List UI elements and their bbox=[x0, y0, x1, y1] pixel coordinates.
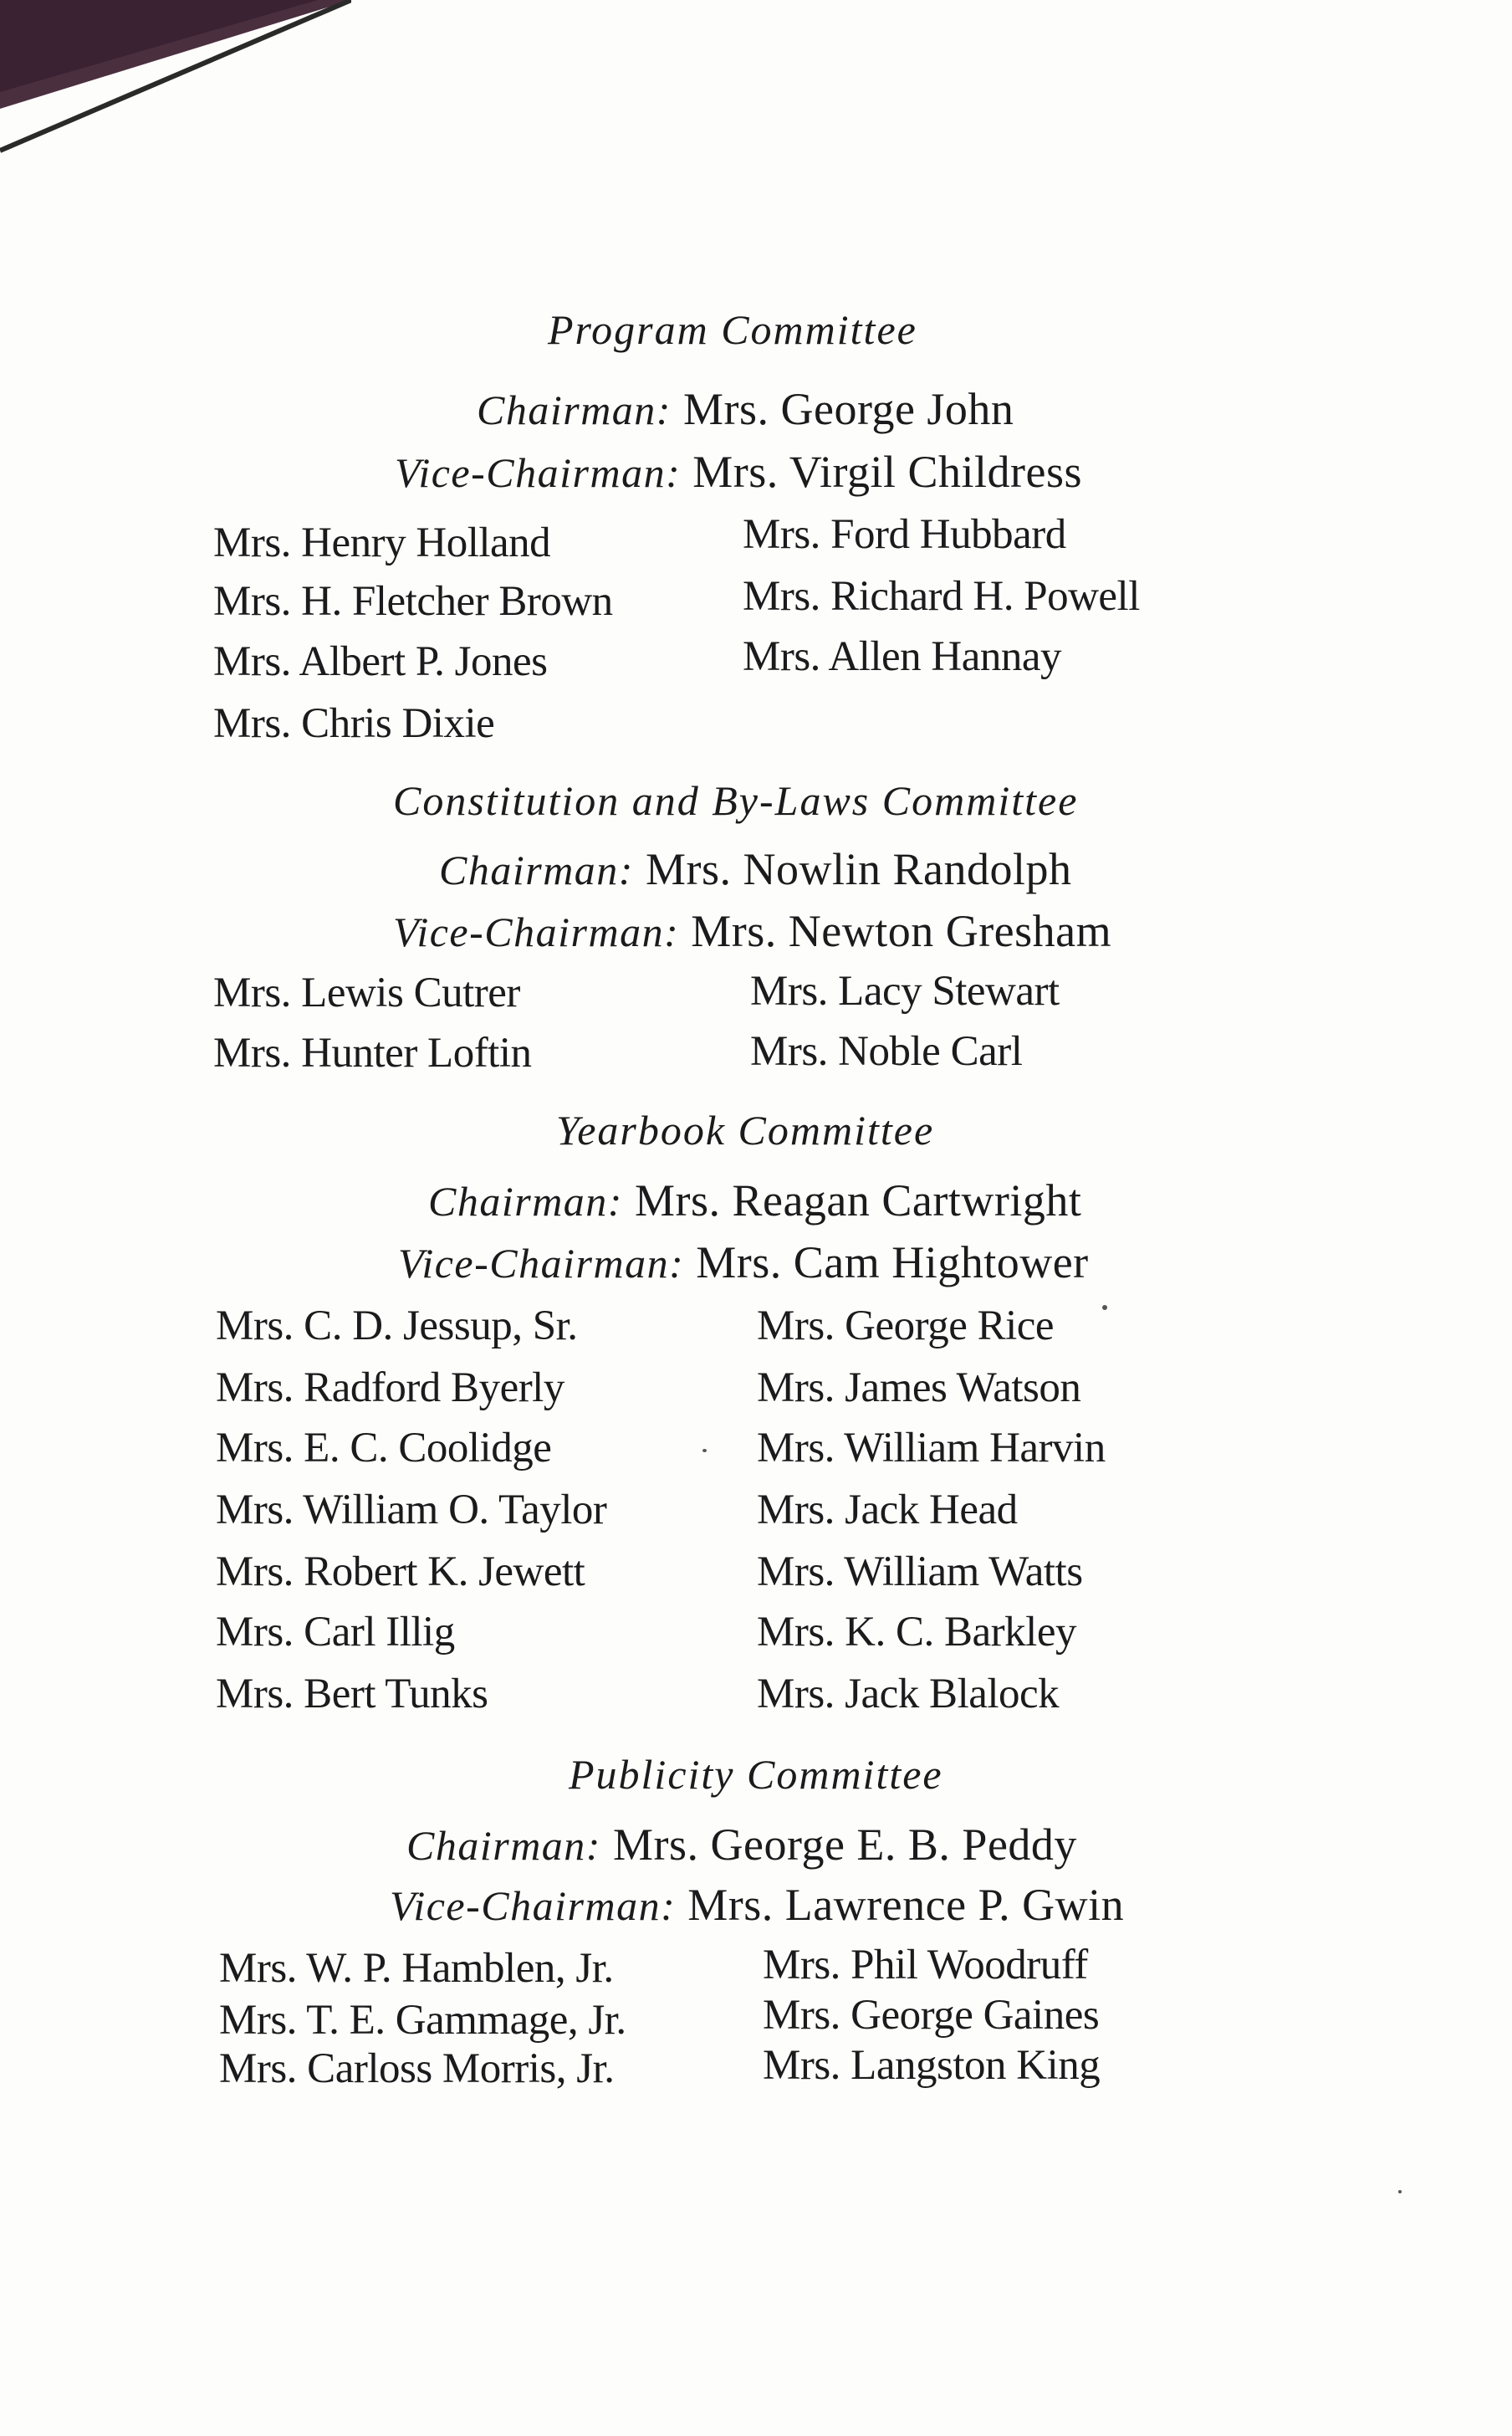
publicity-committee-heading: Publicity Committee bbox=[569, 1751, 943, 1798]
member-name: Mrs. W. P. Hamblen, Jr. bbox=[219, 1945, 614, 1992]
member-name: Mrs. H. Fletcher Brown bbox=[213, 578, 613, 625]
member-name: Mrs. C. D. Jessup, Sr. bbox=[216, 1302, 578, 1349]
member-name: Mrs. William O. Taylor bbox=[216, 1487, 607, 1533]
chairman-name: Mrs. George John bbox=[682, 384, 1014, 434]
chairman-label: Chairman: bbox=[428, 1178, 623, 1225]
vice-chairman-label: Vice-Chairman: bbox=[398, 1240, 685, 1287]
chairman-name: Mrs. Nowlin Randolph bbox=[645, 844, 1072, 894]
member-name: Mrs. Carl Illig bbox=[216, 1609, 455, 1656]
member-name: Mrs. William Watts bbox=[757, 1548, 1083, 1595]
member-name: Mrs. William Harvin bbox=[757, 1425, 1106, 1471]
member-name: Mrs. Carloss Morris, Jr. bbox=[219, 2045, 615, 2092]
member-name: Mrs. Lewis Cutrer bbox=[213, 970, 520, 1016]
vice-chairman-name: Mrs. Virgil Childress bbox=[692, 447, 1083, 497]
member-name: Mrs. E. C. Coolidge bbox=[216, 1425, 552, 1471]
paper-speck bbox=[702, 1449, 707, 1452]
vice-chairman-name: Mrs. Cam Hightower bbox=[696, 1237, 1089, 1287]
member-name: Mrs. Jack Blalock bbox=[757, 1671, 1060, 1717]
publicity-chairman-line bbox=[406, 1819, 1077, 1870]
bylaws-vice-chairman-line bbox=[393, 905, 1111, 957]
member-name: Mrs. Ford Hubbard bbox=[743, 511, 1066, 558]
yearbook-vice-chairman-line bbox=[398, 1236, 1089, 1288]
program-vice-chairman-line bbox=[395, 446, 1082, 498]
member-name: Mrs. Bert Tunks bbox=[216, 1671, 488, 1717]
chairman-name: Mrs. Reagan Cartwright bbox=[634, 1175, 1082, 1226]
bylaws-committee-heading: Constitution and By-Laws Committee bbox=[393, 777, 1079, 824]
member-name: Mrs. Lacy Stewart bbox=[750, 968, 1060, 1015]
chairman-label: Chairman: bbox=[477, 386, 672, 433]
program-committee-heading: Program Committee bbox=[548, 306, 917, 353]
page-corner-shadow bbox=[0, 0, 351, 167]
member-name: Mrs. T. E. Gammage, Jr. bbox=[219, 1997, 626, 2044]
yearbook-committee-heading: Yearbook Committee bbox=[556, 1107, 935, 1154]
member-name: Mrs. James Watson bbox=[757, 1364, 1081, 1411]
member-name: Mrs. Chris Dixie bbox=[213, 700, 495, 747]
chairman-label: Chairman: bbox=[406, 1822, 601, 1869]
vice-chairman-label: Vice-Chairman: bbox=[393, 908, 680, 955]
program-chairman-line bbox=[477, 383, 1014, 435]
member-name: Mrs. Hunter Loftin bbox=[213, 1030, 532, 1077]
paper-speck bbox=[1398, 2190, 1402, 2193]
member-name: Mrs. Richard H. Powell bbox=[743, 573, 1140, 620]
bylaws-chairman-line bbox=[439, 843, 1071, 895]
member-name: Mrs. K. C. Barkley bbox=[757, 1609, 1076, 1656]
member-name: Mrs. Robert K. Jewett bbox=[216, 1548, 585, 1595]
member-name: Mrs. George Gaines bbox=[763, 1992, 1100, 2039]
yearbook-chairman-line bbox=[428, 1174, 1081, 1226]
vice-chairman-label: Vice-Chairman: bbox=[395, 449, 682, 496]
member-name: Mrs. Noble Carl bbox=[750, 1028, 1023, 1075]
member-name: Mrs. Jack Head bbox=[757, 1487, 1018, 1533]
paper-speck bbox=[1102, 1305, 1107, 1310]
member-name: Mrs. Allen Hannay bbox=[743, 633, 1062, 680]
chairman-label: Chairman: bbox=[439, 847, 634, 893]
vice-chairman-name: Mrs. Lawrence P. Gwin bbox=[687, 1880, 1125, 1930]
vice-chairman-label: Vice-Chairman: bbox=[390, 1882, 677, 1929]
member-name: Mrs. George Rice bbox=[757, 1302, 1055, 1349]
member-name: Mrs. Henry Holland bbox=[213, 519, 551, 566]
vice-chairman-name: Mrs. Newton Gresham bbox=[691, 906, 1112, 956]
chairman-name: Mrs. George E. B. Peddy bbox=[612, 1819, 1077, 1870]
member-name: Mrs. Radford Byerly bbox=[216, 1364, 564, 1411]
publicity-vice-chairman-line bbox=[390, 1879, 1124, 1931]
member-name: Mrs. Langston King bbox=[763, 2042, 1101, 2089]
member-name: Mrs. Albert P. Jones bbox=[213, 638, 548, 685]
member-name: Mrs. Phil Woodruff bbox=[763, 1942, 1088, 1988]
